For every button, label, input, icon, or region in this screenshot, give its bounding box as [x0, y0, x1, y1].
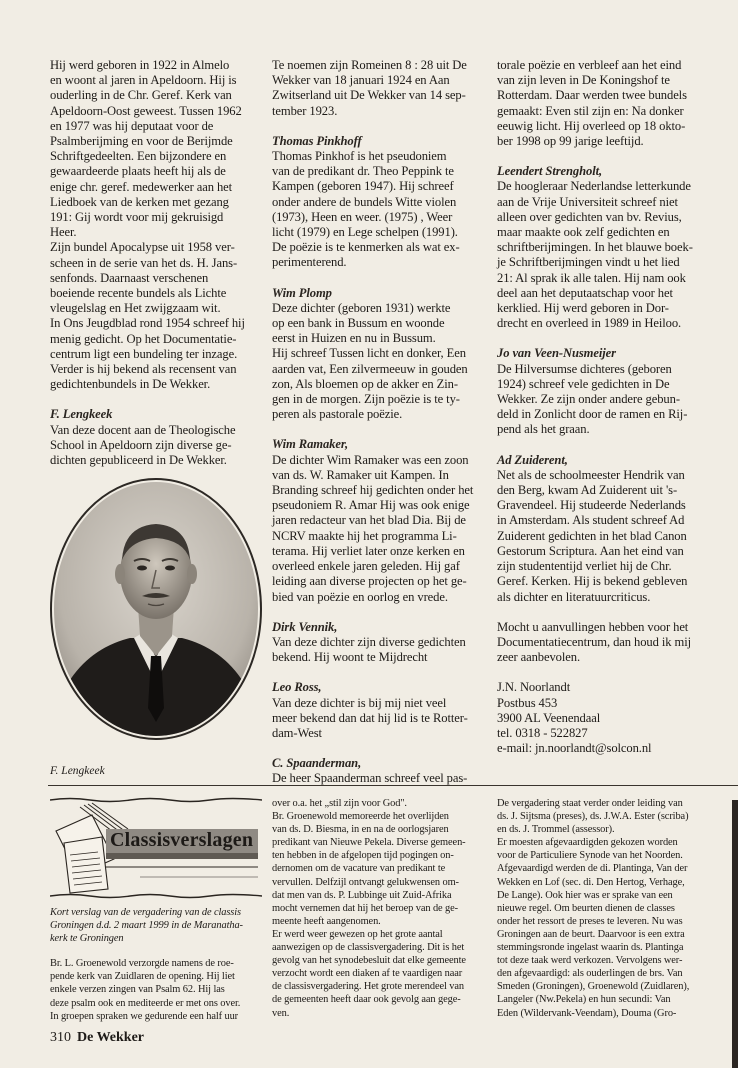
text-line: schriftberijmingen. In het blauwe boek-	[497, 240, 693, 255]
text-line: Postbus 453	[497, 695, 558, 710]
text-line: meente heeft aangenomen.	[272, 915, 381, 927]
text-line: deze psalm ook en mediteerde er met ons over.	[50, 997, 241, 1009]
text-line: gen in de morgen. Zijn poëzie is te ty-	[272, 392, 460, 407]
page-number: 310	[50, 1030, 71, 1045]
classis-intro	[50, 906, 264, 945]
text-line: Afgevaardigd werden de di. Plantinga, Van der	[497, 863, 688, 875]
classis-column-2	[272, 797, 490, 1020]
text-line: senfonds. Daarnaast verschenen	[50, 270, 209, 285]
text-line: Smeden (Groningen), Groenewold (Zuidlaren),	[497, 981, 690, 993]
text-line: gewaardeerde plaats heeft hij als de	[50, 164, 226, 179]
text-line: mocht vernemen dat hij het beroep van de ge-	[272, 902, 459, 914]
text-line: predikant van Nieuwe Pekela. Diverse gemeen-	[272, 837, 466, 849]
text-line: Net als de schoolmeester Hendrik van	[497, 467, 685, 482]
text-line: J.N. Noorlandt	[497, 680, 571, 695]
text-line: ten hebben in de afgelopen tijd pogingen on-	[272, 850, 454, 862]
classis-paragraph-1	[50, 957, 264, 1022]
text-line: Er werd weer gewezen op het grote aantal	[272, 928, 443, 940]
paragraph-continued	[272, 58, 490, 119]
text-line: e-mail: jn.noorlandt@solcon.nl	[497, 741, 652, 756]
paragraph-ramaker	[272, 453, 490, 605]
text-line: drecht en overleed in 1989 in Heiloo.	[497, 316, 682, 331]
text-line: Gravendeel. Hij studeerde Nederlands	[497, 498, 686, 513]
text-line: en ds. J. Trommel (assessor).	[497, 824, 615, 836]
text-line: van ds. W. Ramaker uit Kampen. In	[272, 467, 449, 482]
text-line: (1973), Heen en weer. (1975) , Weer	[272, 209, 453, 224]
text-line: de classisvergadering. Het grote merendeel van	[272, 981, 464, 993]
text-line: den Berg, kwam Ad Zuiderent uit 's-	[497, 483, 678, 498]
text-line: scheen in de serie van het ds. H. Jans-	[50, 255, 238, 270]
heading-strengholt: Leendert Strengholt,	[497, 164, 603, 179]
paragraph-aanvullingen	[497, 620, 719, 666]
text-line: Liedboek van de kerken met gezang	[50, 194, 229, 209]
text-line: vleugelslag en Het zwijgzaam wit.	[50, 301, 221, 316]
paragraph-continued-spaanderman	[497, 58, 719, 149]
text-line: Wekker. Ze zijn onder andere gebun-	[497, 392, 680, 407]
text-line: Documentatiecentrum, dan houd ik mij	[497, 634, 692, 649]
text-line: enige chr. geref. medewerker aan het	[50, 179, 233, 194]
text-line: eerst in Huizen en nu in Bussum.	[272, 331, 436, 346]
text-line: zeer aanbevolen.	[497, 650, 581, 665]
paragraph-zuiderent	[497, 468, 719, 605]
text-line: gevolg van het synodebesluit dat elke gemeente	[272, 955, 466, 967]
text-line: gedichtenbundels in De Wekker.	[50, 377, 211, 392]
paragraph-lengkeek	[50, 423, 272, 469]
text-line: Apeldoorn-Oost geweest. Tussen 1962	[50, 103, 242, 118]
text-line: Langeler (Nw.Pekela) en hun secundi: Van	[497, 994, 671, 1006]
text-line: De vergadering staat verder onder leiding van	[497, 798, 683, 809]
text-line: boeiende recente bundels als Lichte	[50, 286, 227, 301]
column-1	[50, 58, 272, 483]
text-line: de gemeenten heeft daar ook gevolg aan gege-	[272, 994, 461, 1006]
text-line: in Amsterdam. Als student schreef Ad	[497, 513, 685, 528]
logo-title: Classisverslagen	[110, 829, 254, 851]
text-line: aan de Vrije Universiteit schreef niet	[497, 194, 678, 209]
text-line: Kampen (geboren 1947). Hij schreef	[272, 179, 454, 194]
text-line: leiding aan diverse projecten op het ge-	[272, 574, 467, 589]
text-line: deel aan het deputaatschap voor het	[497, 285, 673, 300]
text-line: pend als het graan.	[497, 422, 590, 437]
classis-column-1	[50, 906, 264, 1023]
page-footer	[50, 1030, 144, 1046]
text-line: ven.	[272, 1007, 290, 1019]
text-line: Eden (Wildervank-Veendam), Douma (Gro-	[497, 1007, 677, 1019]
text-line: Hij werd geboren in 1922 in Almelo	[50, 58, 230, 72]
heading-ramaker: Wim Ramaker,	[272, 437, 349, 452]
text-line: eeuwig licht. Hij overleed op 18 okto-	[497, 118, 686, 133]
section-divider	[48, 785, 738, 786]
photo-caption: F. Lengkeek	[50, 765, 105, 777]
text-line: zon, Als bloemen op de akker en Zin-	[272, 376, 458, 391]
text-line: peren als pastorale poëzie.	[272, 407, 403, 422]
text-line: Hij schreef Tussen licht en donker, Een	[272, 346, 466, 361]
text-line: overleed enkele jaren geleden. Hij gaf	[272, 559, 460, 574]
text-line: torale poëzie en verbleef aan het eind	[497, 58, 682, 72]
column-2	[272, 58, 490, 787]
text-line: In groepen spraken we gedurende een half uur	[50, 1010, 239, 1022]
text-line: zijn studententijd verliet hij de Chr.	[497, 559, 672, 574]
text-line: over o.a. het „stil zijn voor God".	[272, 798, 407, 809]
heading-vennik: Dirk Vennik,	[272, 619, 338, 634]
text-line: Te noemen zijn Romeinen 8 : 28 uit De	[272, 58, 467, 72]
text-line: 21: Al sprak ik alle talen. Hij nam ook	[497, 270, 686, 285]
text-line: pseudoniem R. Amar Hij was ook enige	[272, 498, 470, 513]
heading-lengkeek: F. Lengkeek	[50, 407, 113, 422]
text-line: ber 1998 op 99 jarige leeftijd.	[497, 134, 644, 149]
paragraph-vennik	[272, 635, 490, 665]
text-line: Mocht u aanvullingen hebben voor het	[497, 619, 689, 634]
text-line: enkele verzen zingen van Psalm 62. Hij las	[50, 984, 225, 996]
text-line: voor de Particuliere Synode van het Noorden.	[497, 850, 683, 862]
text-line: Thomas Pinkhof is het pseudoniem	[272, 149, 447, 164]
text-line: Gestorum Scriptura. Aan het eind van	[497, 543, 684, 558]
text-line: je Schriftberijmingen vindt u het lied	[497, 255, 680, 270]
text-line: aarden vat, Een zilvermeeuw in gouden	[272, 361, 468, 376]
text-line: onder andere de bundels Witte violen	[272, 194, 457, 209]
text-line: kerk te Groningen	[50, 933, 124, 945]
text-line: bekend. Hij woont te Mijdrecht	[272, 650, 428, 665]
text-line: De Hilversumse dichteres (geboren	[497, 361, 672, 376]
text-line: Schriftgedeelten. Een bijzondere en	[50, 149, 227, 164]
text-line: dichten gepubliceerd in De Wekker.	[50, 453, 227, 468]
text-line: vervullen. Delfzijl ontvangt gelukwensen om-	[272, 876, 459, 888]
intro-paragraph	[50, 58, 272, 392]
text-line: ouderling in de Chr. Geref. Kerk van	[50, 88, 232, 103]
text-line: Psalmberijming en voor de Berijmde	[50, 134, 233, 149]
text-line: als dichter en literatuurcriticus.	[497, 589, 651, 604]
heading-plomp: Wim Plomp	[272, 285, 332, 300]
text-line: nieuwe regel. Om beurten dienen de classes	[497, 902, 675, 914]
text-line: van ds. D. Biesma, in en na de oorlogsjaren	[272, 824, 449, 836]
text-line: menig gedicht. Op het Documentatie-	[50, 331, 237, 346]
text-line: Br. Groenewold memoreerde het overlijden	[272, 811, 449, 823]
text-line: In Ons Jeugdblad rond 1954 schreef hij	[50, 316, 245, 331]
text-line: deld in Zonlicht door de ramen en Rij-	[497, 407, 688, 422]
text-line: op een bank in Bussum en woonde	[272, 316, 445, 331]
text-line: alleen over gedichten van bv. Revius,	[497, 209, 682, 224]
text-line: en woont al jaren in Apeldoorn. Hij is	[50, 73, 237, 88]
text-line: De poëzie is te kenmerken als wat ex-	[272, 240, 460, 255]
heading-veen: Jo van Veen-Nusmeijer	[497, 346, 616, 361]
text-line: Groningen aan de beurt. Daarvoor is een extra	[497, 928, 685, 940]
text-line: Heer.	[50, 225, 77, 240]
text-line: dam-West	[272, 725, 322, 740]
text-line: verzocht wordt een diaken af te vaardigen naar	[272, 968, 463, 980]
text-line: stemmingsronde ingelast waarin ds. Plantinga	[497, 942, 684, 954]
text-line: terama. Hij verliet later onze kerken en	[272, 543, 465, 558]
text-line: De dichter Wim Ramaker was een zoon	[272, 452, 469, 467]
text-line: Zijn bundel Apocalypse uit 1958 ver-	[50, 240, 235, 255]
text-line: den afgevaardigd: als ouderlingen de brs. Van	[497, 968, 683, 980]
text-line: Rotterdam. Daar werden twee bundels	[497, 88, 687, 103]
text-line: School in Apeldoorn zijn diverse ge-	[50, 437, 232, 452]
text-line: maar maakte ook zelf gedichten en	[497, 225, 670, 240]
text-line: tember 1923.	[272, 103, 338, 118]
text-line: licht (1979) en Lege schelpen (1991).	[272, 225, 458, 240]
classis-column-3	[497, 797, 723, 1020]
paragraph-strengholt	[497, 179, 719, 331]
text-line: dat men van ds. P. Lubbinge uit Zuid-Afrika	[272, 889, 452, 901]
heading-spaanderman: C. Spaanderman,	[272, 756, 362, 771]
heading-ross: Leo Ross,	[272, 680, 322, 695]
text-line: NCRV maakte hij het programma Li-	[272, 528, 457, 543]
text-line: 3900 AL Veenendaal	[497, 710, 601, 725]
text-line: tot deze taak werd verkozen. Vervolgens wer-	[497, 955, 683, 967]
text-line: bied van poëzie en oorlog en vrede.	[272, 589, 448, 604]
text-line: jaren redacteur van het blad Dia. Bij de	[272, 513, 466, 528]
paragraph-pinkhoff	[272, 149, 490, 271]
text-line: centrum ligt een bundeling ter inzage.	[50, 346, 238, 361]
text-line: Geref. Kerken. Hij is bekend gebleven	[497, 574, 688, 589]
magazine-name: De Wekker	[77, 1030, 145, 1045]
text-line: Groningen d.d. 2 maart 1999 in de Maranatha-	[50, 920, 243, 932]
text-line: Van deze docent aan de Theologische	[50, 422, 236, 437]
text-line: De heer Spaanderman schreef veel pas-	[272, 771, 468, 786]
text-line: Wekker van 18 januari 1924 en Aan	[272, 73, 450, 88]
text-line: perimenterend.	[272, 255, 347, 270]
classis-paragraph-3	[497, 797, 723, 1020]
text-line: en 1977 was hij deputaat voor de	[50, 118, 214, 133]
text-line: Deze dichter (geboren 1931) werkte	[272, 300, 451, 315]
page-edge-bar	[732, 800, 738, 1068]
paragraph-veen	[497, 362, 719, 438]
text-line: Van deze dichter zijn diverse gedichten	[272, 634, 466, 649]
column-3	[497, 58, 719, 756]
text-line: Br. L. Groenewold verzorgde namens de roe-	[50, 958, 234, 970]
text-line: Verder is hij bekend als recensent van	[50, 362, 237, 377]
text-line: 1924) schreef vele gedichten in De	[497, 376, 670, 391]
text-line: Er moesten afgevaardigden gekozen worden	[497, 837, 678, 849]
text-line: van zijn leven in De Koningshof te	[497, 73, 670, 88]
text-line: De Lange). Ook hier was er sprake van een	[497, 889, 673, 901]
text-line: Wekken en Lof (sec. di. Den Hertog, Verhage,	[497, 876, 685, 888]
text-line: aanwezigen op de classisvergadering. Dit is het	[272, 942, 465, 954]
text-line: Zuiderent gedichten in het blad Canon	[497, 528, 687, 543]
text-line: Branding schreef hij gedichten onder het	[272, 483, 474, 498]
heading-pinkhoff: Thomas Pinkhoff	[272, 133, 362, 148]
text-line: meer bekend dan dat hij lid is te Rotter-	[272, 710, 468, 725]
classis-paragraph-2	[272, 797, 490, 1020]
contact-address	[497, 680, 719, 756]
heading-zuiderent: Ad Zuiderent,	[497, 452, 568, 467]
text-line: pende kerk van Zuidlaren de opening. Hij liet	[50, 971, 235, 983]
text-line: van de predikant dr. Theo Peppink te	[272, 164, 454, 179]
text-line: De hoogleraar Nederlandse letterkunde	[497, 179, 691, 194]
text-line: Zwitserland uit De Wekker van 14 sep-	[272, 88, 466, 103]
text-line: tel. 0318 - 522827	[497, 725, 588, 740]
text-line: kerklied. Hij werd geboren in Dor-	[497, 301, 669, 316]
text-line: Kort verslag van de vergadering van de classis	[50, 907, 241, 918]
portrait-photo	[50, 478, 262, 740]
text-line: dernomen om de vacature van predikant te	[272, 863, 446, 875]
classisverslagen-logo	[50, 797, 262, 899]
paragraph-ross	[272, 696, 490, 742]
text-line: onder het ressort de preses te leveren. Nu was	[497, 915, 683, 927]
paragraph-plomp	[272, 301, 490, 423]
text-line: ds. J. Sijtsma (preses), ds. J.W.A. Ester (scriba)	[497, 811, 689, 823]
text-line: Van deze dichter is bij mij niet veel	[272, 695, 447, 710]
text-line: 191: Gij wordt voor mij gekruisigd	[50, 210, 224, 225]
text-line: gemaakt: Even stil zijn en: Na donker	[497, 103, 684, 118]
